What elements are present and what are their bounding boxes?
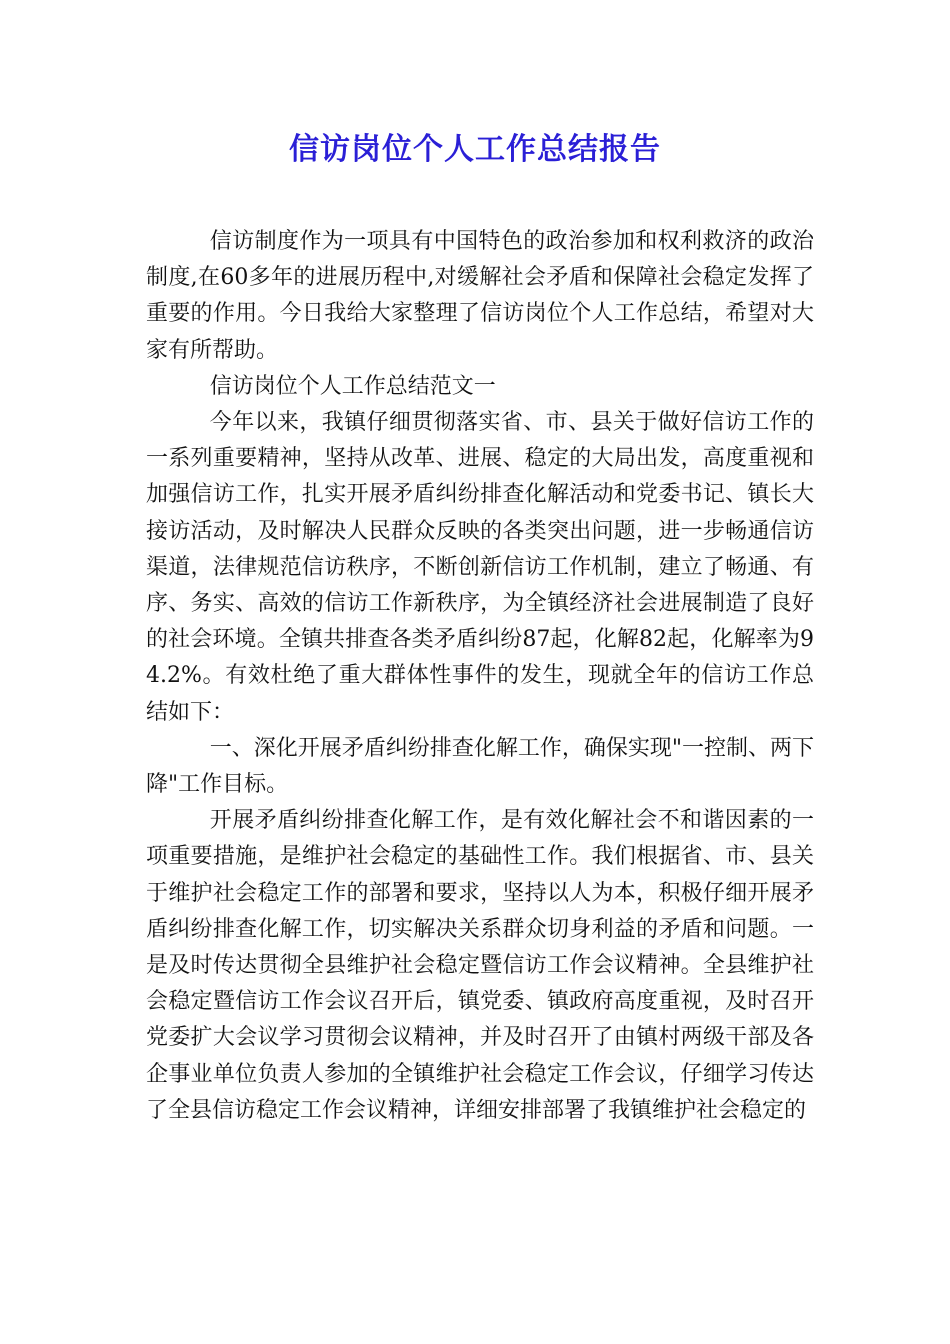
document-body — [146, 224, 814, 1129]
paragraph-intro: 信访制度作为一项具有中国特色的政治参加和权利救济的政治制度,在60多年的进展历程中,对缓解社会矛盾和保障社会稳定发挥了重要的作用。今日我给大家整理了信访岗位个人工作总结，希望对大家有所帮助。 — [146, 229, 814, 363]
paragraph-sample-heading: 信访岗位个人工作总结范文一 — [209, 373, 496, 399]
paragraph-overview: 今年以来，我镇仔细贯彻落实省、市、县关于做好信访工作的一系列重要精神，坚持从改革、进展、稳定的大局出发，高度重视和加强信访工作，扎实开展矛盾纠纷排查化解活动和党委书记、镇长大接访活动，及时解决人民群众反映的各类突出问题，进一步畅通信访渠道，法律规范信访秩序，不断创新信访工作机制，建立了畅通、有序、务实、高效的信访工作新秩序，为全镇经济社会进展制造了良好的社会环境。全镇共排查各类矛盾纠纷87起，化解82起，化解率为94.2%。有效杜绝了重大群体性事件的发生，现就全年的信访工作总结如下： — [146, 410, 814, 725]
paragraph-section-one-heading: 一、深化开展矛盾纠纷排查化解工作，确保实现"一控制、两下降"工作目标。 — [146, 735, 814, 798]
paragraph-section-one-body: 开展矛盾纠纷排查化解工作，是有效化解社会不和谐因素的一项重要措施，是维护社会稳定的基础性工作。我们根据省、市、县关于维护社会稳定工作的部署和要求，坚持以人为本，积极仔细开展矛盾纠纷排查化解工作，切实解决关系群众切身利益的矛盾和问题。一是及时传达贯彻全县维护社会稳定暨信访工作会议精神。全县维护社会稳定暨信访工作会议召开后，镇党委、镇政府高度重视，及时召开党委扩大会议学习贯彻会议精神，并及时召开了由镇村两级干部及各企事业单位负责人参加的全镇维护社会稳定工作会议，仔细学习传达了全县信访稳定工作会议精神，详细安排部署了我镇维护社会稳定的 — [146, 808, 814, 1123]
document-title: 信访岗位个人工作总结报告 — [289, 132, 661, 167]
